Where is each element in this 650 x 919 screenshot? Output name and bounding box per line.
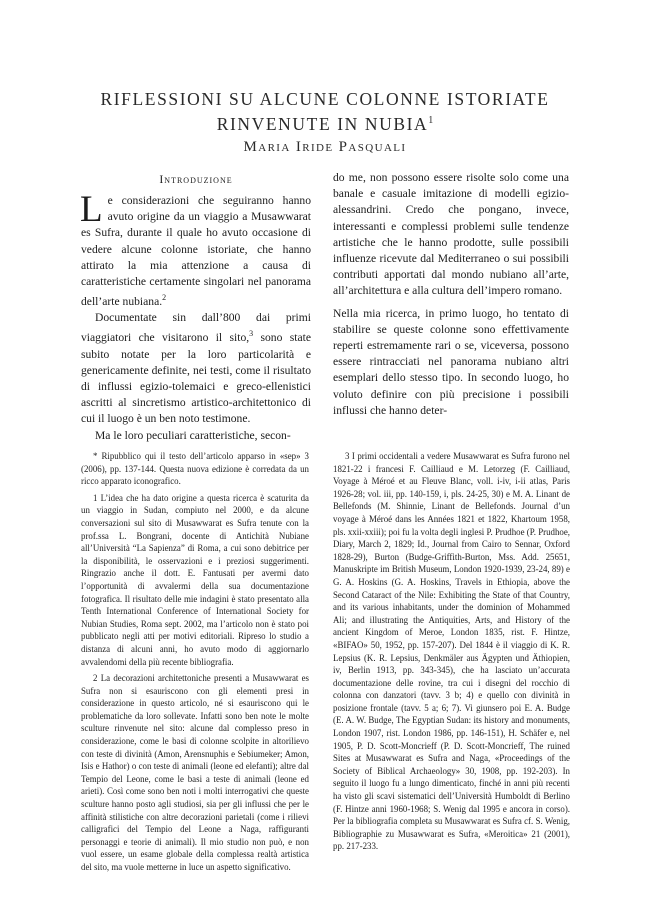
footnote-ref-3: 3 [249,329,254,339]
paragraph-2-text-b: sono state subito notate per la loro particolarità e genericamente definite, nei testi, come il risultato di influssi egizio-tolemaici e greco-ellenistici ascritti al sincretismo artistico-architettonico di cui il luogo è un ben noto testimone. [81,331,311,426]
footnote-2: 2 La decorazioni architettoniche presenti a Musawwarat es Sufra non si esauriscono con gli elementi presi in considerazione in questo articolo, né si esauriscono qui le problematiche da loro sollevate. Infatti sono ben note le molte sculture rinvenute nel sito: alcune dal complesso preso in considerazione, come le basi di colonne scolpite in altorilievo con teste di divinità (Amon, Arensnuphis e Sebiumeker; Amon, Isis e Hathor) o con teste di animali (leone ed elefanti); altre dal Tempio del Leone, come le basi a teste di animali (leone ed arieti). Così come sono ben noti i molti interrogativi che queste sculture hanno posto agli studiosi, sia per gli influssi che per le affinità stilistiche con altre decorazioni parietali (come i rilievi calligrafici del Tempio del Leone a Naga, raffiguranti personaggi e teorie di animali). Il mio studio non può, e non vuol essere, un esame globale della complessa realtà artistica del sito, ma vuole metterne in luce un aspetto significativo. [81,673,309,872]
left-column [81,170,311,444]
right-column [333,170,569,419]
right-paragraph-2: Nella mia ricerca, in primo luogo, ho tentato di stabilire se queste colonne sono effettivamente reperti estremamente rari o se, viceversa, possono essere rintracciati nel panorama nubiano altri esemplari dello stesso tipo. In secondo luogo, ho voluto definire con più precisione i possibili influssi che hanno deter- [333,306,569,417]
right-paragraph-1: do me, non possono essere risolte solo come una banale e casuale imitazione di modelli egizio-alessandrini. Credo che pongano, invece, interessanti e complessi problemi sulle tendenze artistiche che le hanno prodotte, sulle possibili influenze ricevute dal Mediterraneo o sui possibili contributi apportati dal mondo nubiano all’arte, all’architettura e alla cultura dell’impero romano. [333,171,569,298]
footnote-star: * Ripubblico qui il testo dell’articolo apparso in «sep» 3 (2006), pp. 137-144. Questa nuova edizione è corredata da un ricco apparato iconografico. [81,451,309,487]
author-name: Maria Iride Pasquali [243,139,407,155]
paragraph-1 [80,189,311,310]
drop-cap: L [80,189,103,230]
footnote-1: 1 L’idea che ha dato origine a questa ricerca è scaturita da un viaggio in Sudan, compiuto nel 2000, e da alcune conversazioni sul sito di Musawwarat es Sufra tenute con la prof.ssa L. Bongrani, docente di Antichità Nubiane all’Università “La Sapienza” di Roma, a cui sono debitrice per la disponibilità, le osservazioni e i preziosi suggerimenti. Ringrazio anche il dott. E. Fantusati per avermi dato l’opportunità di avvalermi della sua documentazione fotografica. Il risultato delle mie indagini è stato presentato alla Tenth International Conference of International Society for Nubian Studies, Roma sept. 2002, ma l’articolo non è stato poi pubblicato negli atti per motivi editoriali. Ripreso lo studio a distanza di alcuni anni, ho avuto modo di aggiornarlo avvalendomi della più recente bibliografia. [81,492,309,667]
footnotes-right [333,450,570,857]
footnote-3: 3 I primi occidentali a vedere Musawwarat es Sufra furono nel 1821-22 i francesi F. Cailliaud e M. Letorzeg (F. Cailliaud, Voyage à Méroé et au Fleuve Blanc, voll. i-iv, i-ii atlas, Paris 1926-28; vol. iii, pp. 140-159, i, pls. 24-25, 30) e M. A. Linant de Bellefonds (M. Shinnie, Linant de Bellefonds. Journal d’un voyage à Méroé dans les Années 1821 et 1822, Khartoum 1958, pls. xxii-xxiii); poi fu la volta degli inglesi P. Prudhoe (P. Prudhoe, Diary, March 2, 1829; Id., Journal from Cairo to Sennar, Oxford 1828-29), Burton (Budge-Griffith-Burton, Mss. Add. 25651, Manuskripte im British Museum, London 1920-1939, 23-24, 89) e G. A. Hoskins (G. A. Hoskins, Travels in Ethiopia, above the Second Cataract of the Nile: Exhibiting the State of that Country, and its various inhabitants, under the dominion of Mohammed Ali; and illustrating the Antiquities, Arts, and History of the ancient Kingdom of Meroe, London 1835, rist. F. Hintze, «BIFAO» 50, 1952, pp. 157-207). Del 1844 è il viaggio di K. R. Lepsius (K. R. Lepsius, Denkmäler aus Ägypten und Äthiopien, iv, Berlin 1913, pp. 343-345), che ha lasciato un’accurata documentazione delle rovine, tra cui i disegni del rocchio di colonna con danzatori (tavv. 3 b; 4) e quello con divinità in posizione frontale (tavv. 5 a; 6; 7). Vi giunsero poi E. A. Budge (E. A. W. Budge, The Egyptian Sudan: its history and monuments, London 1907, rist. London 1986, pp. 146-151), H. Schäfer e, nel 1905, P. D. Scott-Moncrieff (P. D. Scott-Moncrieff, The ruined Sites at Musawwarat es Sufra and Naga, «Proceedings of the Society of Biblical Archaeology» 30, 1908, pp. 192-203). In seguito il luogo fu a lungo dimenticato, finché in anni più recenti ha visto gli scavi sistematici dell’Università Humboldt di Berlino (F. Hintze anni 1960-1968; S. Wenig dal 1995 e ancora in corso). Per la bibliografia completa su Musawwarat es Sufra cf. S. Wenig, Bibliographie zu Musawwarat es Sufra, «Meroitica» 21 (2001), pp. 217-233. [333,451,570,852]
paragraph-3: Ma le loro peculiari caratteristiche, secon- [95,428,291,442]
article-title-line-1 [60,88,590,110]
footnotes-left [81,450,309,878]
footnote-ref-2: 2 [162,293,167,303]
title-text-1: RIFLESSIONI SU ALCUNE COLONNE ISTORIATE [100,89,550,109]
title-footnote-marker: 1 [428,115,434,126]
article-title-line-2 [60,110,590,135]
section-heading: Introduzione [159,172,233,186]
paragraph-2-text-a: Documentate sin dall’800 dai primi viaggiatori che visitarono il sito, [81,311,311,345]
paragraph-1-text: e considerazioni che seguiranno hanno avuto origine da un viaggio a Musawwarat es Sufra, durante il quale ho avuto occasione di vedere alcune colonne istoriate, che hanno attirato la mia attenzione a causa di caratteristiche certamente singolari nel panorama dell’arte nubiana. [81,194,311,309]
title-text-2: RINVENUTE IN NUBIA [216,113,429,134]
paragraph-2 [81,310,311,427]
